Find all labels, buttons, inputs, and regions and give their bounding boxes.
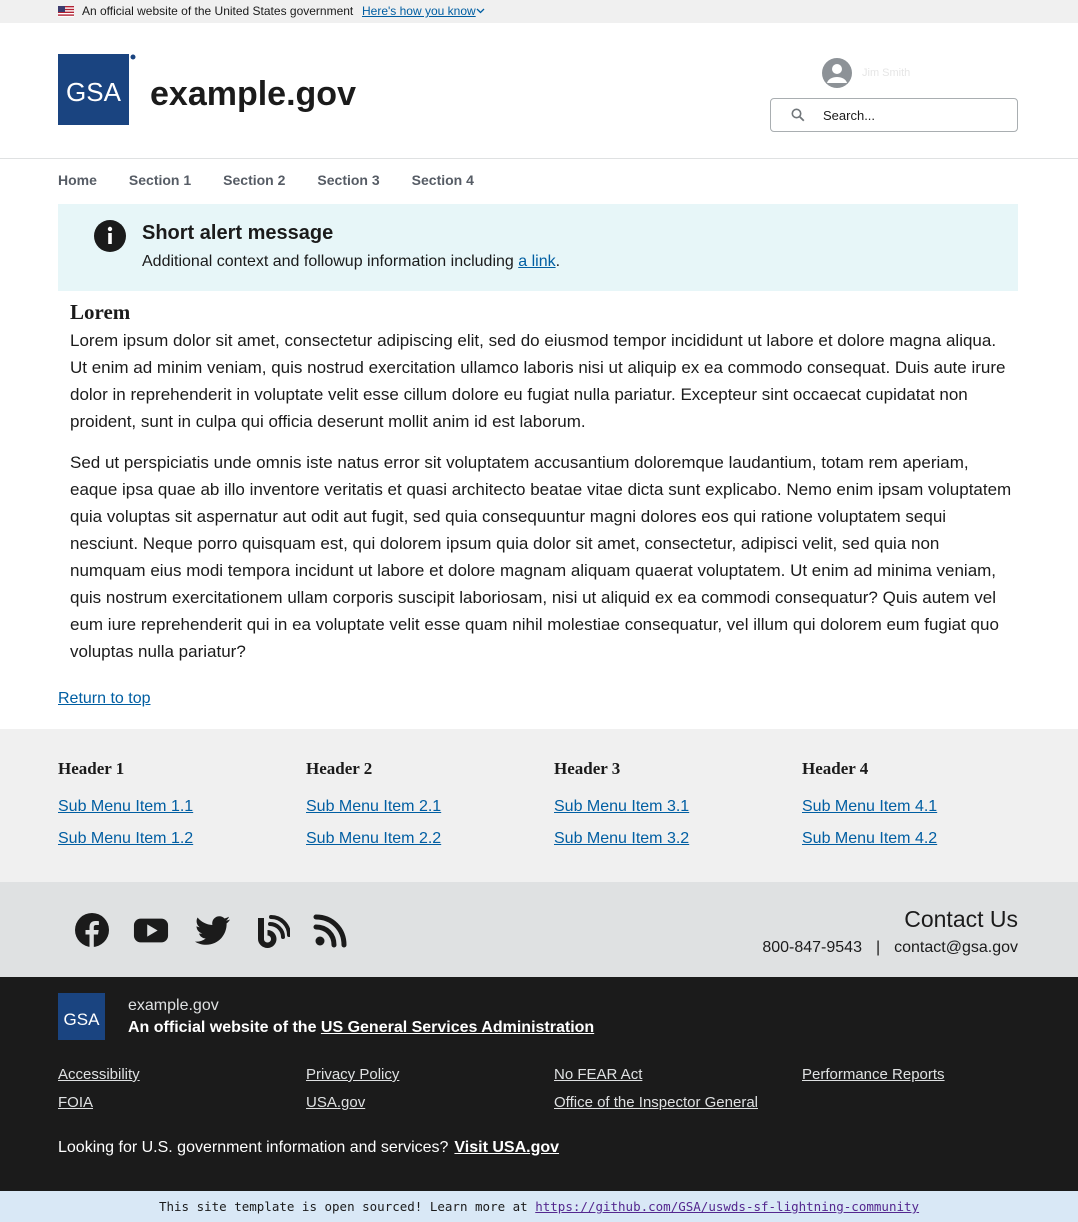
content-paragraph-2: Sed ut perspiciatis unde omnis iste natus error sit voluptatem accusantium doloremque laudantium, totam rem aperiam, eaque ipsa quae ab illo inventore veritatis et quasi architecto beatae vitae dicta sunt explicabo. Nemo enim ipsam voluptatem quia voluptas sit aspernatur aut odit aut fugit, sed quia consequuntur magni dolores eos qui ratione voluptatem sequi nesciunt. Neque porro quisquam est, qui dolorem ipsum quia dolor sit amet, consectetur, adipisci velit, sed quia non numquam eius modi tempora incidunt ut labore et dolore magnam aliquam quaerat voluptatem. Ut enim ad minima veniam, quis nostrum exercitationem ullam corporis suscipit laboriosam, nisi ut aliquid ex ea commodi consequatur? Quis autem vel eum iure reprehenderit qui in ea voluptate velit esse quam nihil molestiae consequatur, vel illum qui dolorem eum fugiat quo voluptas nulla pariatur? xyxy=(70,453,1012,661)
open-source-text: This site template is open sourced! Learn more at xyxy=(158,1199,536,1214)
gsa-footer-logo-text: GSA xyxy=(63,1010,100,1029)
performance-reports-link[interactable]: Performance Reports xyxy=(802,1066,945,1083)
gov-banner xyxy=(0,0,1078,23)
open-source-bar xyxy=(0,1191,1078,1222)
identifier-official xyxy=(128,1019,594,1037)
github-link[interactable]: https://github.com/GSA/uswds-sf-lightning-community xyxy=(535,1199,920,1214)
contact-email[interactable]: contact@gsa.gov xyxy=(894,939,1018,956)
how-you-know-link[interactable]: Here's how you know xyxy=(362,4,476,18)
footer-column-header: Header 1 xyxy=(58,759,125,778)
site-title[interactable]: example.gov xyxy=(150,75,356,113)
foia-link[interactable]: FOIA xyxy=(58,1094,94,1111)
facebook-icon[interactable] xyxy=(74,912,110,948)
us-flag-icon xyxy=(58,6,74,17)
alert-body-prefix: Additional context and followup information including xyxy=(142,253,519,270)
footer-sub-menu-item[interactable]: Sub Menu Item 1.1 xyxy=(58,798,194,815)
footer-column-header: Header 3 xyxy=(554,759,621,778)
primary-nav xyxy=(58,172,506,192)
alert-link[interactable]: a link xyxy=(518,253,556,270)
blog-icon[interactable] xyxy=(254,912,290,948)
contact-separator: | xyxy=(875,939,881,956)
site-header xyxy=(0,23,1078,159)
footer-nav xyxy=(0,729,1078,883)
privacy-policy-link[interactable]: Privacy Policy xyxy=(306,1066,400,1083)
footer-sub-menu-item[interactable]: Sub Menu Item 3.1 xyxy=(554,798,690,815)
chevron-down-icon[interactable] xyxy=(476,8,485,14)
contact-phone[interactable]: 800-847-9543 xyxy=(762,939,862,956)
main-content xyxy=(70,300,1015,679)
footer-sub-menu-item[interactable]: Sub Menu Item 4.1 xyxy=(802,798,938,815)
footer-column-2 xyxy=(306,759,546,862)
usa-gov-prompt xyxy=(58,1139,559,1157)
no-fear-act-link[interactable]: No FEAR Act xyxy=(554,1066,643,1083)
info-alert xyxy=(58,204,1018,291)
search-input[interactable] xyxy=(823,106,1003,124)
visit-usa-gov-link[interactable]: Visit USA.gov xyxy=(454,1139,560,1156)
identifier xyxy=(0,977,1078,1191)
footer-column-4 xyxy=(802,759,1042,862)
identifier-official-prefix: An official website of the xyxy=(128,1019,321,1036)
inspector-general-link[interactable]: Office of the Inspector General xyxy=(554,1094,759,1111)
info-icon xyxy=(93,219,127,253)
footer-social xyxy=(0,882,1078,977)
user-avatar[interactable] xyxy=(822,58,852,88)
alert-body xyxy=(142,253,560,271)
footer-sub-menu-item[interactable]: Sub Menu Item 2.1 xyxy=(306,798,442,815)
footer-sub-menu-item[interactable]: Sub Menu Item 4.2 xyxy=(802,830,938,847)
content-heading: Lorem xyxy=(70,300,131,324)
nav-item-section-4[interactable]: Section 4 xyxy=(411,172,474,188)
identifier-domain: example.gov xyxy=(128,997,219,1014)
return-to-top-link[interactable]: Return to top xyxy=(58,690,151,707)
youtube-icon[interactable] xyxy=(133,912,169,948)
search-icon xyxy=(791,108,805,122)
contact-info xyxy=(762,939,1018,957)
gsa-footer-logo[interactable] xyxy=(58,993,105,1040)
footer-column-1 xyxy=(58,759,298,862)
user-icon xyxy=(822,58,852,88)
official-site-text: An official website of the United States government xyxy=(82,4,354,18)
twitter-icon[interactable] xyxy=(195,912,231,948)
usa-gov-link[interactable]: USA.gov xyxy=(306,1094,366,1111)
gsa-logo-text: GSA xyxy=(66,77,121,107)
search-box[interactable] xyxy=(770,98,1018,132)
footer-sub-menu-item[interactable]: Sub Menu Item 1.2 xyxy=(58,830,194,847)
alert-body-suffix: . xyxy=(555,253,561,270)
content-paragraph-1: Lorem ipsum dolor sit amet, consectetur adipiscing elit, sed do eiusmod tempor incididunt ut labore et dolore magna aliqua. Ut enim ad minim veniam, quis nostrud exercitation ullamco laboris nisi ut aliquip ex ea commodo consequat. Duis aute irure dolor in reprehenderit in voluptate velit esse cillum dolore eu fugiat nulla pariatur. Excepteur sint occaecat cupidatat non proident, sunt in culpa qui officia deserunt mollit anim id est laborum. xyxy=(70,331,1006,431)
footer-column-3 xyxy=(554,759,794,862)
nav-item-home[interactable]: Home xyxy=(58,172,97,188)
rss-icon[interactable] xyxy=(313,912,349,948)
nav-item-section-3[interactable]: Section 3 xyxy=(317,172,380,188)
footer-sub-menu-item[interactable]: Sub Menu Item 3.2 xyxy=(554,830,690,847)
accessibility-link[interactable]: Accessibility xyxy=(58,1066,140,1083)
nav-item-section-2[interactable]: Section 2 xyxy=(223,172,286,188)
usa-gov-text: Looking for U.S. government information and services? xyxy=(58,1139,449,1156)
contact-title: Contact Us xyxy=(904,906,1018,932)
footer-sub-menu-item[interactable]: Sub Menu Item 2.2 xyxy=(306,830,442,847)
footer-column-header: Header 4 xyxy=(802,759,869,778)
user-name[interactable]: Jim Smith xyxy=(862,67,911,79)
gsa-logo[interactable] xyxy=(58,54,137,125)
nav-item-section-1[interactable]: Section 1 xyxy=(128,172,192,188)
alert-title: Short alert message xyxy=(142,222,334,244)
agency-link[interactable]: US General Services Administration xyxy=(320,1019,595,1036)
footer-column-header: Header 2 xyxy=(306,759,373,778)
